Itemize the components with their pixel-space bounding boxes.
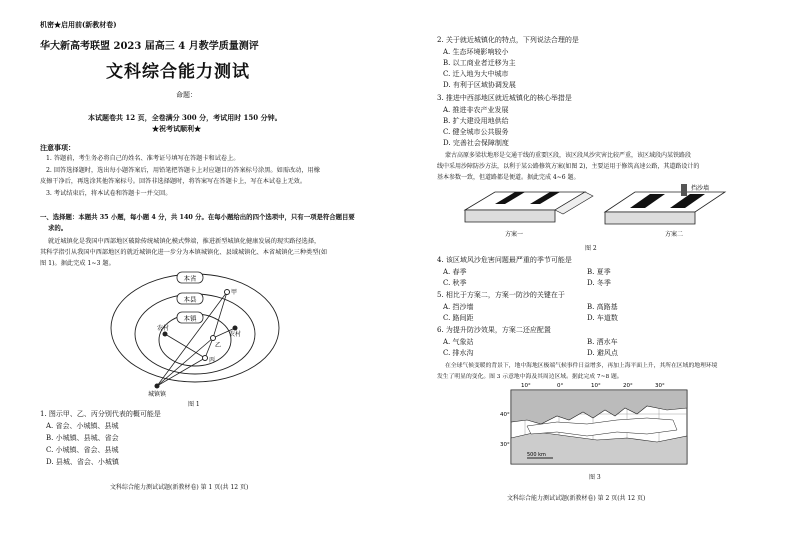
material3-line: 在全球气候变暖的背景下，地中海地区极端气候事件日益增多，再加上海平面上升，其所在区域的地理环境 <box>445 363 718 369</box>
note-line: 3. 考试结束后，将本试卷和答题卡一并交回。 <box>46 190 172 197</box>
q1-option: B. 小城镇、县城、省会 <box>46 434 119 442</box>
figure-3-map <box>497 380 697 472</box>
lat-label: 40° <box>500 412 510 418</box>
node-village-left-label: 农村 <box>157 325 170 332</box>
plan-1-road <box>465 192 593 222</box>
material-line: 就近城镇化是我国中西部地区破除传统城镇化模式弊端，推进新型城镇化健康发展的现实路径选择， <box>48 238 321 245</box>
flow-arrows <box>157 292 235 386</box>
plan-1-label: 方案一 <box>505 231 524 238</box>
q3-stem: 3. 推进中西部地区就近城镇化的核心举措是 <box>437 94 572 102</box>
section-heading-cont: 求的。 <box>48 224 68 232</box>
lon-label: 10° <box>591 383 601 389</box>
sand-wall <box>681 184 687 196</box>
node-village-right <box>233 326 238 331</box>
q5-option: B. 高路基 <box>587 303 618 311</box>
q1-option: C. 小城镇、省会、县城 <box>46 446 119 454</box>
q5-stem: 5. 相比于方案二，方案一防沙的关键在于 <box>437 291 565 299</box>
node-village-left <box>163 332 168 337</box>
q1-option: A. 省会、小城镇、县城 <box>46 422 119 430</box>
exam-info: 本试题卷共 12 页，全卷满分 300 分，考试用时 150 分钟。 <box>88 113 282 122</box>
q5-option: C. 路间距 <box>443 314 474 322</box>
material3-line: 发生了明显的变化。图 3 示意地中海及其周边区域。据此完成 7~8 题。 <box>437 374 623 380</box>
q4-option: B. 夏季 <box>587 268 611 276</box>
sand-wall-label: 挡沙墙 <box>691 185 710 192</box>
node-rural-label: 城镇镇 <box>147 391 167 398</box>
exam-series: 华大新高考联盟 2023 届高三 4 月教学质量测评 <box>40 41 259 52</box>
right-footer: 文科综合能力测试试题(新教材卷) 第 2 页(共 12 页) <box>507 495 646 502</box>
lon-label: 30° <box>655 383 665 389</box>
lon-label: 10° <box>521 383 531 389</box>
ring-town-label: 本镇 <box>183 314 197 323</box>
note-line: 皮擦干净后，再选涂其他答案标号。回答非选择题时，将答案写在答题卡上，写在本试卷上无效。 <box>40 178 307 185</box>
node-rural <box>155 384 160 389</box>
figure-2-caption: 图 2 <box>585 245 597 252</box>
q4-option: D. 冬季 <box>587 279 611 287</box>
node-village-right-label: 农村 <box>229 331 242 338</box>
node-yi <box>211 336 216 341</box>
q6-option: C. 排水沟 <box>443 349 474 357</box>
q3-option: B. 扩大建设用地供给 <box>443 117 509 125</box>
q2-option: B. 以工商业者迁移为主 <box>443 59 516 67</box>
exam-title: 文科综合能力测试 <box>106 62 250 82</box>
q6-option: A. 气象站 <box>443 338 474 346</box>
node-jia-label: 甲 <box>231 289 238 296</box>
q5-option: D. 车道数 <box>587 314 618 322</box>
material-line: 图 1)。据此完成 1~3 题。 <box>40 260 115 267</box>
note-line: 1. 答题前，考生务必将自己的姓名、准考证号填写在答题卡和试卷上。 <box>46 155 240 162</box>
q6-option: B. 洒水车 <box>587 338 618 346</box>
q2-option: A. 生态环境影响较小 <box>443 48 509 56</box>
q6-option: D. 避风点 <box>587 349 618 357</box>
left-footer: 文科综合能力测试试题(新教材卷) 第 1 页(共 12 页) <box>110 484 249 491</box>
plan-2-label: 方案二 <box>665 231 684 238</box>
right-page <box>397 0 794 538</box>
figure-1-diagram <box>105 268 285 400</box>
setter-line: 命题： <box>176 91 197 99</box>
section-heading: 一、选择题：本题共 35 小题，每小题 4 分，共 140 分。在每小题给出的四个选项中，只有一项是符合题目要 <box>40 213 355 221</box>
q4-option: A. 春季 <box>443 268 467 276</box>
q4-option: C. 秋季 <box>443 279 467 287</box>
figure-2-diagram <box>455 182 755 242</box>
figure-3-caption: 图 3 <box>589 474 601 481</box>
lat-label: 30° <box>500 442 510 448</box>
node-jia <box>225 290 230 295</box>
q1-stem: 1. 图示甲、乙、丙分别代表的概可能是 <box>40 410 161 418</box>
material-line: 其科学指引从我国中西部地区的就近城镇化进一步分为本镇城镇化、县域城镇化、本省城镇化三种类型(如 <box>40 249 328 256</box>
node-bing <box>203 356 208 361</box>
notes-title: 注意事项： <box>40 143 75 152</box>
node-bing-label: 丙 <box>209 357 216 364</box>
q5-option: A. 挡沙墙 <box>443 303 474 311</box>
node-yi-label: 乙 <box>215 342 222 349</box>
lon-label: 0° <box>557 383 564 389</box>
q2-option: D. 有利于区域协调发展 <box>443 81 516 89</box>
scale-label: 500 km <box>527 452 546 458</box>
q4-stem: 4. 该区域风沙危害问题最严重的季节可能是 <box>437 256 572 264</box>
ring-province-label: 本省 <box>183 274 197 283</box>
good-luck: ★祝考试顺利★ <box>152 124 201 133</box>
q1-option: D. 县城、省会、小城镇 <box>46 458 119 466</box>
material2-line: 蒙古高原多梁状地形是交通干线的重要区段，该区段风沙灾害比较严重，该区域段内某铁路段 <box>445 152 692 159</box>
lon-label: 20° <box>623 383 633 389</box>
q2-stem: 2. 关于就近城镇化的特点，下列说法合理的是 <box>437 36 579 44</box>
q3-option: A. 推进非农产业发展 <box>443 106 509 114</box>
q6-stem: 6. 为提升防沙效果，方案二还应配置 <box>437 326 551 334</box>
confidential-stamp: 机密★启用前(新教材卷) <box>40 20 117 29</box>
ring-county-label: 本县 <box>183 295 197 304</box>
q2-option: C. 迁入地为大中城市 <box>443 70 509 78</box>
figure-1-caption: 图 1 <box>188 401 200 408</box>
material2-line: 线中采用沙障防沙方法，以利于某公路修筑方案(如图 2)，主要运用于修筑高速公路，其道路设计的 <box>437 163 700 170</box>
note-line: 2. 回答选择题时，选出每小题答案后，用铅笔把答题卡上对应题目的答案标号涂黑。如需改动，用橡 <box>46 167 320 174</box>
material2-line: 基本参数一致，但道路都是便道。据此完成 4~6 题。 <box>437 174 580 181</box>
q3-option: D. 完善社会保障制度 <box>443 139 509 147</box>
q3-option: C. 健全城市公共服务 <box>443 128 509 136</box>
